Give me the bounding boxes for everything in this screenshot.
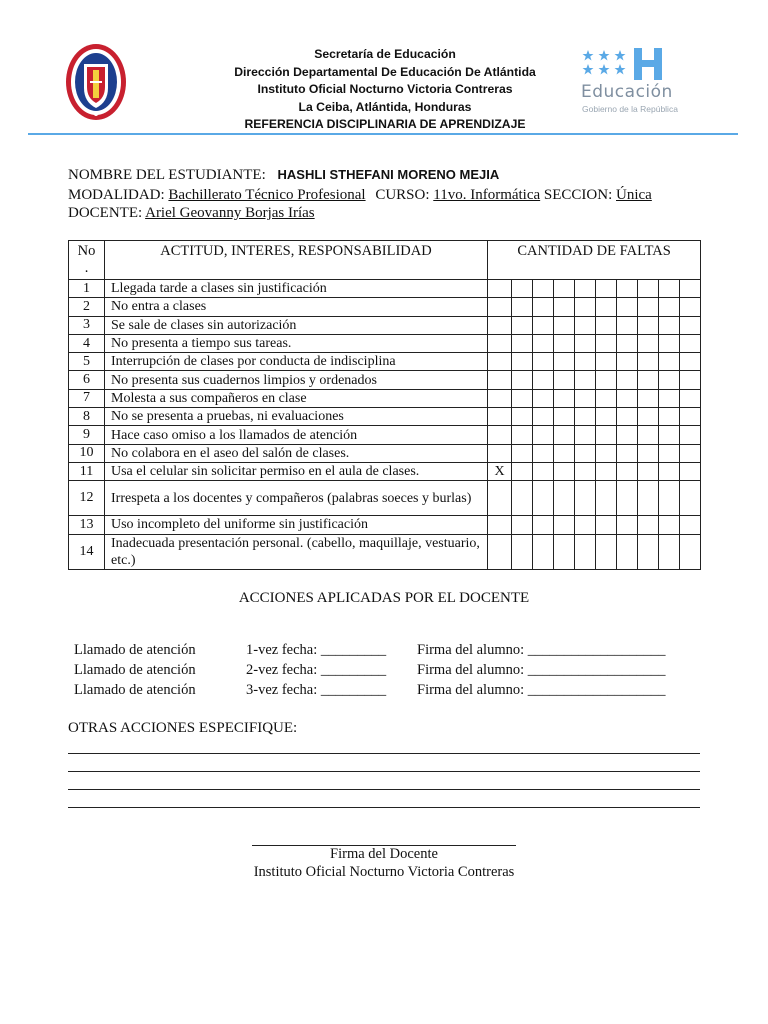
fault-count-cell[interactable] [554,316,575,334]
fault-count-cell[interactable] [533,353,554,371]
action-date-field[interactable]: 2-vez fecha: _________ [246,662,387,678]
fault-count-cell[interactable] [617,534,638,569]
fault-count-cell[interactable] [488,408,512,426]
fault-count-cell[interactable] [512,280,533,298]
fault-count-cell[interactable] [575,298,596,316]
fault-count-cell[interactable] [638,516,659,534]
fault-count-cell[interactable] [533,298,554,316]
header-line-location: La Ceiba, Atlántida, Honduras [298,99,472,114]
seccion-value: Única [616,187,652,203]
docente-row [68,204,315,222]
fault-count-cell[interactable] [512,316,533,334]
row-description: Llegada tarde a clases sin justificación [105,280,488,298]
action-date-field[interactable]: 1-vez fecha: _________ [246,642,387,658]
fault-count-cell[interactable] [680,462,701,480]
fault-count-cell[interactable] [638,534,659,569]
fault-count-cell[interactable] [596,426,617,444]
fault-count-cell[interactable] [554,371,575,389]
fault-count-cell[interactable] [638,298,659,316]
table-row [69,408,701,426]
fault-count-cell[interactable] [575,280,596,298]
fault-count-cell[interactable] [659,389,680,407]
fault-count-cell[interactable] [488,426,512,444]
fault-count-cell[interactable] [680,334,701,352]
fault-count-cell[interactable] [638,280,659,298]
fault-count-cell[interactable] [554,334,575,352]
fault-count-cell[interactable] [575,334,596,352]
table-row [69,534,701,569]
fault-count-cell[interactable] [596,389,617,407]
fault-count-cell[interactable] [596,353,617,371]
action-label: Llamado de atención [74,642,196,658]
fault-count-cell[interactable] [617,316,638,334]
row-number: 12 [69,481,105,516]
fault-count-cell[interactable] [575,462,596,480]
fault-count-cell[interactable] [659,426,680,444]
fault-count-cell[interactable] [680,444,701,462]
fault-count-cell[interactable] [512,389,533,407]
fault-count-cell[interactable] [659,534,680,569]
table-row [69,280,701,298]
action-label: Llamado de atención [74,662,196,678]
fault-count-cell[interactable] [638,334,659,352]
fault-count-cell[interactable] [680,316,701,334]
fault-count-cell[interactable] [596,534,617,569]
fault-count-cell[interactable] [533,444,554,462]
fault-count-cell[interactable] [638,389,659,407]
row-description: No se presenta a pruebas, ni evaluaciones [105,408,488,426]
fault-count-cell[interactable] [575,516,596,534]
table-row [69,298,701,316]
row-number: 5 [69,353,105,371]
fault-count-cell[interactable] [488,481,512,516]
fault-count-cell[interactable] [575,353,596,371]
fault-count-cell[interactable] [638,371,659,389]
school-crest-logo [64,42,128,122]
seccion-label: SECCION: [543,187,613,203]
fault-count-cell[interactable] [617,516,638,534]
fault-count-cell[interactable] [617,444,638,462]
fault-count-cell[interactable] [554,353,575,371]
fault-count-cell[interactable] [512,534,533,569]
fault-count-cell[interactable] [617,462,638,480]
fault-count-cell[interactable] [680,280,701,298]
fault-count-cell[interactable] [659,334,680,352]
fault-count-cell[interactable] [680,534,701,569]
fault-count-cell[interactable] [533,371,554,389]
fault-count-cell[interactable] [575,408,596,426]
fault-count-cell[interactable] [533,426,554,444]
fault-count-cell[interactable] [638,481,659,516]
other-actions-line[interactable] [68,807,700,808]
fault-count-cell[interactable] [533,316,554,334]
fault-count-cell[interactable] [533,334,554,352]
fault-count-cell[interactable] [512,408,533,426]
fault-count-cell[interactable] [554,280,575,298]
row-description: No colabora en el aseo del salón de clases. [105,444,488,462]
row-description: No presenta sus cuadernos limpios y ordenados [105,371,488,389]
docente-label: DOCENTE: [68,205,143,221]
fault-count-cell[interactable] [680,353,701,371]
fault-count-cell[interactable] [596,444,617,462]
fault-count-cell[interactable] [533,481,554,516]
fault-count-cell[interactable] [554,462,575,480]
curso-value: 11vo. Informática [433,187,541,203]
actions-title: ACCIONES APLICADAS POR EL DOCENTE [238,590,530,606]
table-row [69,426,701,444]
fault-count-cell[interactable] [638,408,659,426]
header-no: No [77,243,96,259]
teacher-signature-label: Firma del Docente [330,846,438,862]
fault-count-cell[interactable] [617,280,638,298]
fault-count-cell[interactable] [512,371,533,389]
fault-count-cell[interactable] [554,481,575,516]
fault-count-cell[interactable] [575,426,596,444]
header-institution-block [190,46,580,134]
header-no-cell [69,241,105,280]
fault-count-cell[interactable] [512,462,533,480]
table-header-row [69,241,701,280]
row-number: 1 [69,280,105,298]
table-row [69,371,701,389]
fault-count-cell[interactable] [617,334,638,352]
fault-count-cell[interactable] [680,371,701,389]
student-name-value: HASHLI STHEFANI MORENO MEJIA [277,167,500,182]
header-line-secretaria: Secretaría de Educación [314,47,456,61]
fault-count-cell[interactable] [554,426,575,444]
fault-count-cell[interactable] [554,298,575,316]
header-no-dot: . [84,260,89,276]
table-row [69,462,701,480]
fault-count-cell[interactable]: X [488,462,512,480]
fault-count-cell[interactable] [659,481,680,516]
fault-count-cell[interactable] [596,298,617,316]
fault-count-cell[interactable] [617,426,638,444]
fault-count-cell[interactable] [512,334,533,352]
fault-count-cell[interactable] [638,462,659,480]
fault-count-cell[interactable] [512,516,533,534]
fault-count-cell[interactable] [680,516,701,534]
table-row [69,316,701,334]
header-divider [28,133,738,135]
student-name-row [68,166,499,184]
fault-count-cell[interactable] [533,534,554,569]
fault-count-cell[interactable] [554,444,575,462]
fault-count-cell[interactable] [512,353,533,371]
header-line-direccion: Dirección Departamental De Educación De Atlántida [234,64,536,79]
row-number: 8 [69,408,105,426]
fault-count-cell[interactable] [575,316,596,334]
fault-count-cell[interactable] [659,371,680,389]
row-number: 13 [69,516,105,534]
other-actions-title: OTRAS ACCIONES ESPECIFIQUE: [68,720,298,736]
fault-count-cell[interactable] [659,298,680,316]
fault-count-cell[interactable] [488,516,512,534]
fault-count-cell[interactable] [554,516,575,534]
fault-count-cell[interactable] [617,371,638,389]
action-label: Llamado de atención [74,682,196,698]
fault-count-cell[interactable] [512,481,533,516]
fault-count-cell[interactable] [512,444,533,462]
fault-count-cell[interactable] [617,353,638,371]
fault-count-cell[interactable] [575,444,596,462]
row-number: 7 [69,389,105,407]
modalidad-row [68,186,652,204]
fault-count-cell[interactable] [488,298,512,316]
fault-count-cell[interactable] [533,389,554,407]
row-number: 14 [69,534,105,569]
fault-count-cell[interactable] [533,280,554,298]
fault-count-cell[interactable] [488,280,512,298]
other-actions-line[interactable] [68,789,700,790]
row-description: Inadecuada presentación personal. (cabello, maquillaje, vestuario, etc.) [105,534,488,569]
other-actions-line[interactable] [68,753,700,754]
fault-count-cell[interactable] [554,408,575,426]
row-number: 9 [69,426,105,444]
docente-value: Ariel Geovanny Borjas Irías [145,205,315,221]
row-number: 4 [69,334,105,352]
fault-count-cell[interactable] [638,444,659,462]
document-title: REFERENCIA DISCIPLINARIA DE APRENDIZAJE [244,117,526,131]
student-name-label: NOMBRE DEL ESTUDIANTE: [68,167,266,183]
fault-count-cell[interactable] [617,298,638,316]
fault-count-cell[interactable] [512,426,533,444]
fault-count-cell[interactable] [659,280,680,298]
table-row [69,444,701,462]
fault-count-cell[interactable] [596,316,617,334]
header-fault-count: CANTIDAD DE FALTAS [488,241,701,280]
fault-count-cell[interactable] [659,408,680,426]
fault-count-cell[interactable] [659,516,680,534]
fault-count-cell[interactable] [488,316,512,334]
table-row [69,353,701,371]
fault-count-cell[interactable] [596,462,617,480]
curso-label: CURSO: [375,187,430,203]
header-line-instituto: Instituto Oficial Nocturno Victoria Contreras [257,82,513,96]
table-row [69,334,701,352]
fault-count-cell[interactable] [488,534,512,569]
row-description: No entra a clases [105,298,488,316]
fault-count-cell[interactable] [596,280,617,298]
header-attitude: ACTITUD, INTERES, RESPONSABILIDAD [105,241,488,280]
row-description: Hace caso omiso a los llamados de atención [105,426,488,444]
fault-count-cell[interactable] [488,444,512,462]
table-body [69,280,701,570]
table-row [69,481,701,516]
fault-count-cell[interactable] [596,408,617,426]
fault-count-cell[interactable] [533,462,554,480]
row-description: Interrupción de clases por conducta de indisciplina [105,353,488,371]
fault-count-cell[interactable] [659,353,680,371]
action-date-field[interactable]: 3-vez fecha: _________ [246,682,387,698]
fault-count-cell[interactable] [575,481,596,516]
row-description: No presenta a tiempo sus tareas. [105,334,488,352]
fault-count-cell[interactable] [533,408,554,426]
fault-count-cell[interactable] [638,426,659,444]
fault-count-cell[interactable] [680,481,701,516]
row-description: Molesta a sus compañeros en clase [105,389,488,407]
educacion-logo [580,46,710,122]
fault-count-cell[interactable] [659,462,680,480]
fault-count-cell[interactable] [659,444,680,462]
fault-count-cell[interactable] [554,389,575,407]
fault-count-cell[interactable] [488,389,512,407]
fault-count-cell[interactable] [659,316,680,334]
fault-count-cell[interactable] [596,371,617,389]
row-description: Irrespeta a los docentes y compañeros (palabras soeces y burlas) [105,481,488,516]
modalidad-value: Bachillerato Técnico Profesional [168,187,366,203]
educacion-wordmark: Educación [581,82,673,102]
row-number: 2 [69,298,105,316]
other-actions-line[interactable] [68,771,700,772]
fault-count-cell[interactable] [617,389,638,407]
fault-count-cell[interactable] [575,534,596,569]
fault-count-cell[interactable] [533,516,554,534]
fault-count-cell[interactable] [596,516,617,534]
row-number: 3 [69,316,105,334]
student-signature-field[interactable]: Firma del alumno: ___________________ [417,682,666,698]
fault-count-cell[interactable] [638,353,659,371]
table-row [69,389,701,407]
fault-count-cell[interactable] [488,353,512,371]
fault-count-cell[interactable] [617,481,638,516]
fault-count-cell[interactable] [575,371,596,389]
student-signature-field[interactable]: Firma del alumno: ___________________ [417,642,666,658]
fault-count-cell[interactable] [575,389,596,407]
stars-h-mark-icon [580,46,710,82]
faults-table [68,240,701,570]
gobierno-subtitle: Gobierno de la República [582,104,678,114]
table-row [69,516,701,534]
fault-count-cell[interactable] [488,334,512,352]
modalidad-label: MODALIDAD: [68,187,165,203]
fault-count-cell[interactable] [680,389,701,407]
institution-footer: Instituto Oficial Nocturno Victoria Contreras [253,864,515,880]
row-number: 10 [69,444,105,462]
fault-count-cell[interactable] [488,371,512,389]
fault-count-cell[interactable] [680,298,701,316]
fault-count-cell[interactable] [596,481,617,516]
row-number: 6 [69,371,105,389]
row-description: Uso incompleto del uniforme sin justificación [105,516,488,534]
fault-count-cell[interactable] [680,426,701,444]
fault-count-cell[interactable] [554,534,575,569]
student-signature-field[interactable]: Firma del alumno: ___________________ [417,662,666,678]
fault-count-cell[interactable] [680,408,701,426]
row-number: 11 [69,462,105,480]
fault-count-cell[interactable] [617,408,638,426]
fault-count-cell[interactable] [638,316,659,334]
row-description: Se sale de clases sin autorización [105,316,488,334]
row-description: Usa el celular sin solicitar permiso en el aula de clases. [105,462,488,480]
fault-count-cell[interactable] [596,334,617,352]
fault-count-cell[interactable] [512,298,533,316]
